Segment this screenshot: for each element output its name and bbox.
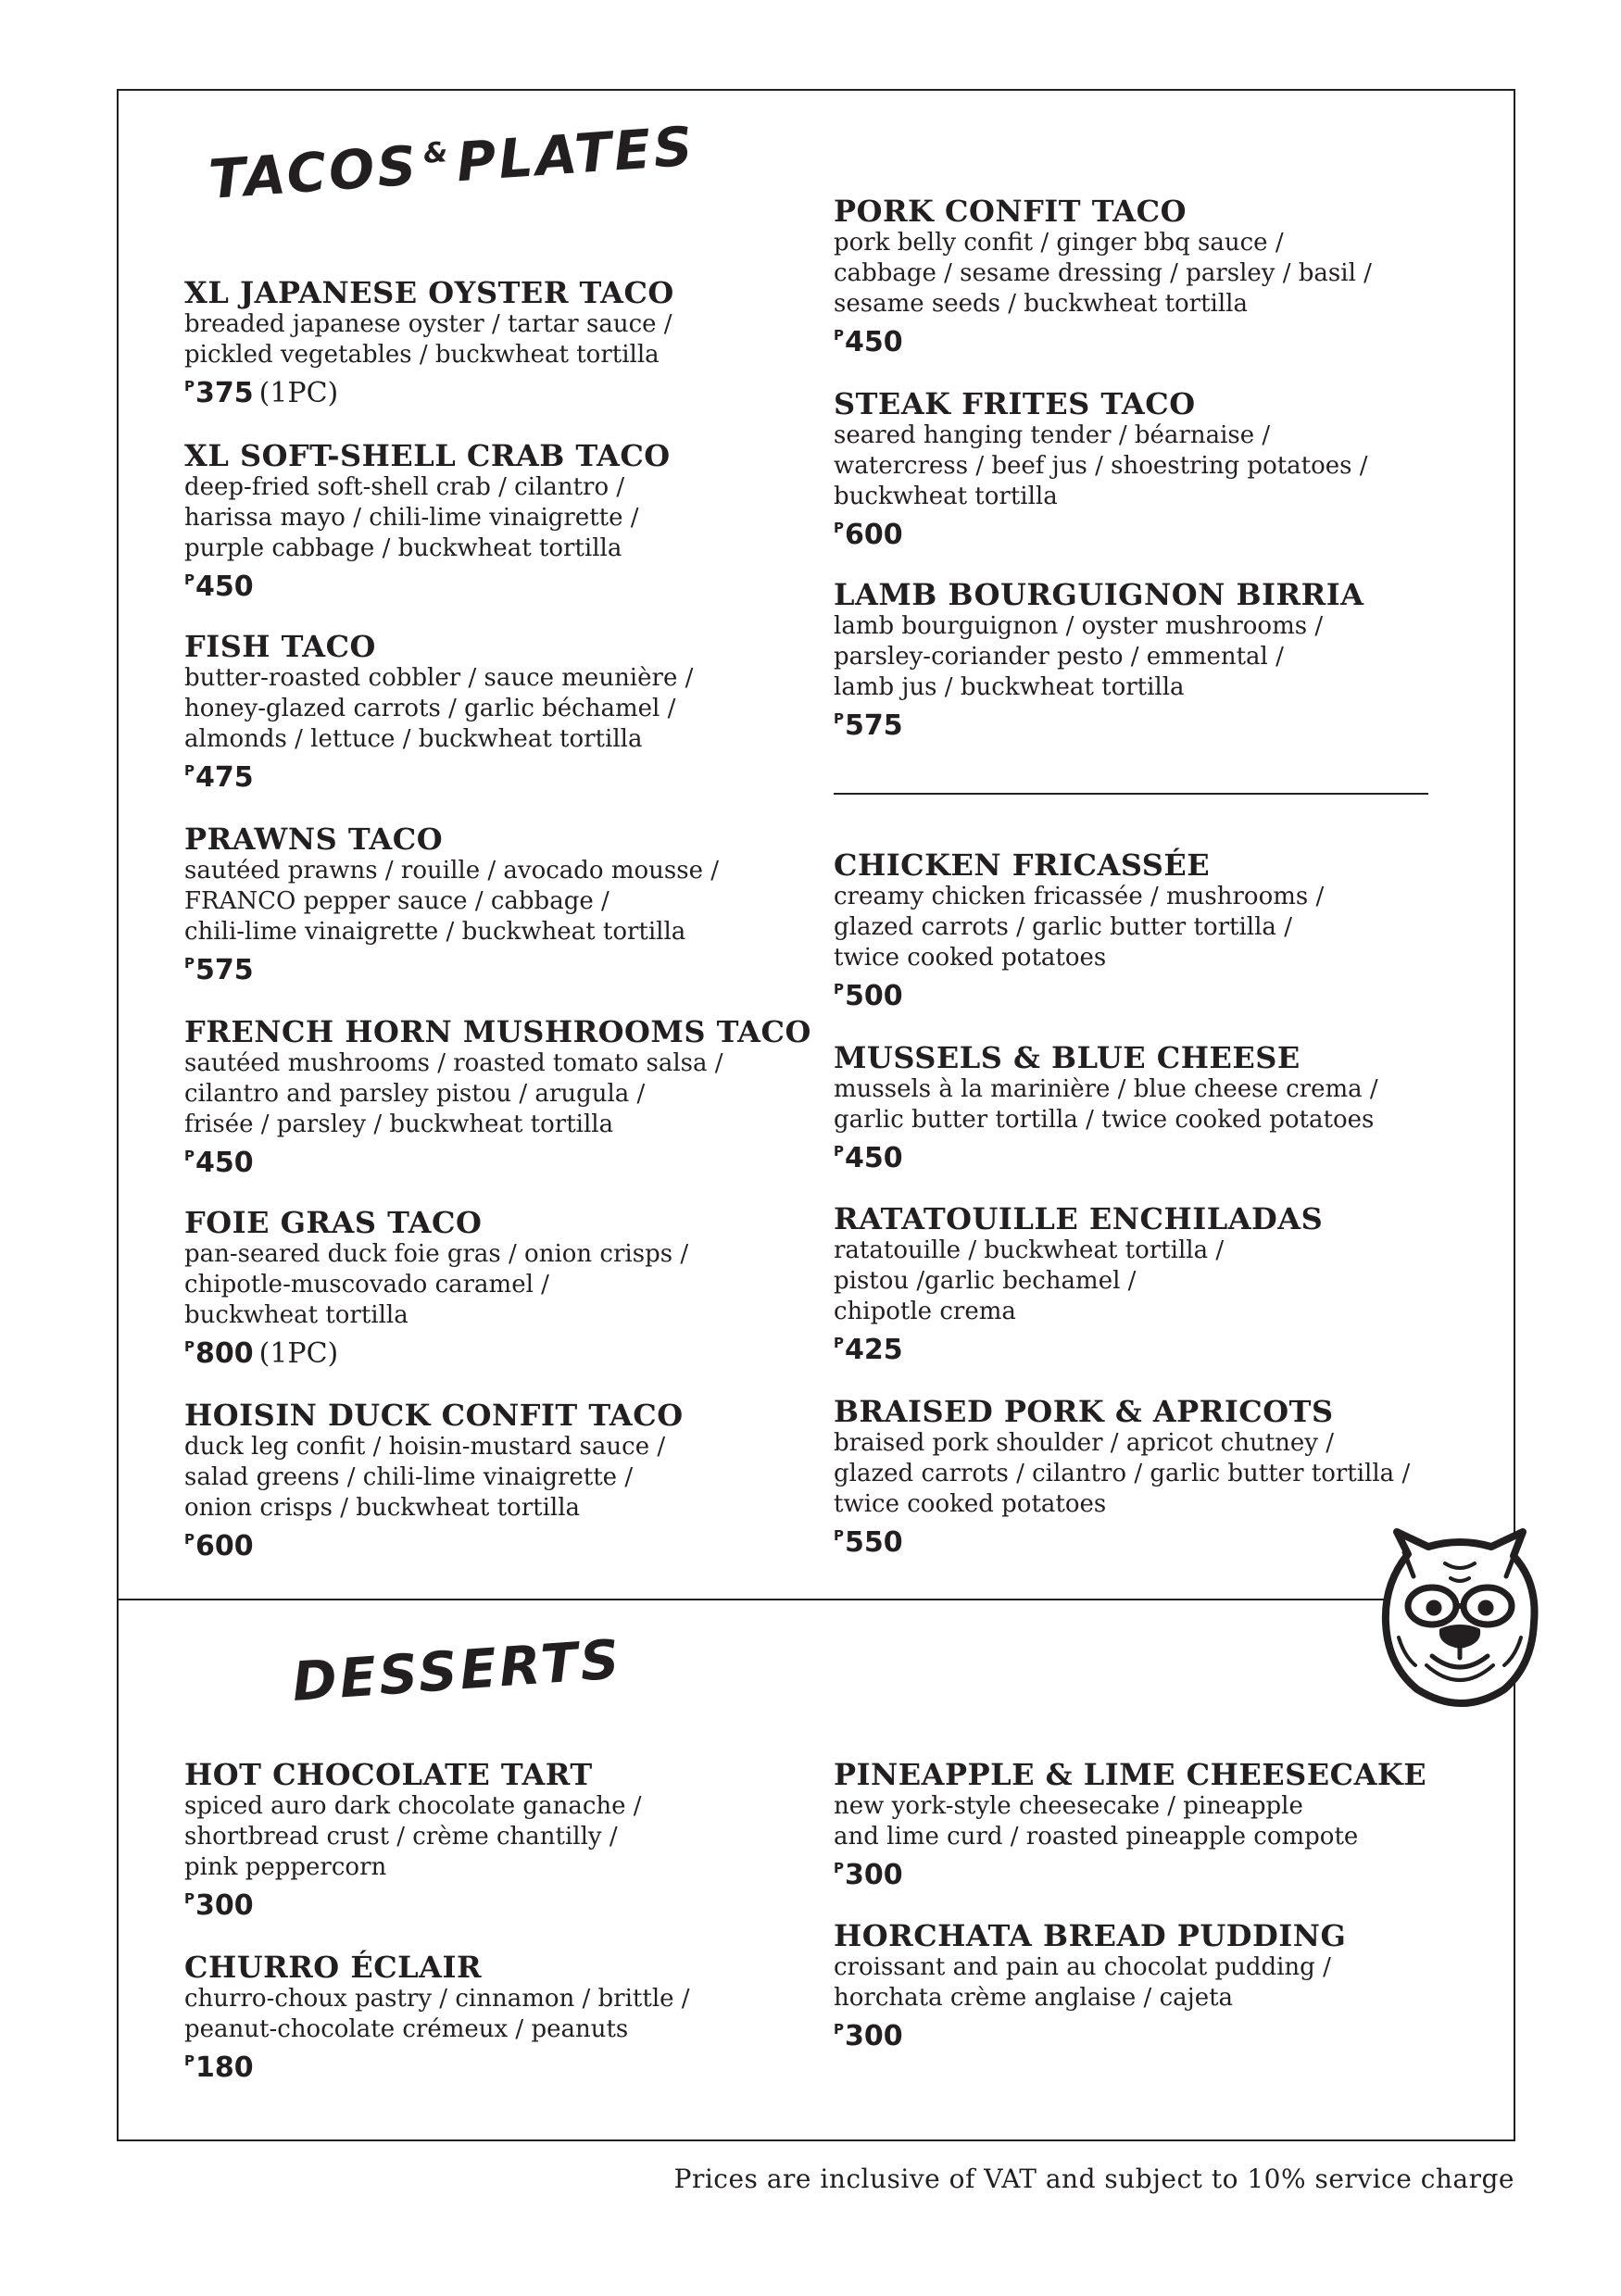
item-name: FRENCH HORN MUSHROOMS TACO [184, 1014, 811, 1049]
item-name: MUSSELS & BLUE CHEESE [834, 1040, 1301, 1075]
item-price [834, 512, 1482, 551]
item-description: sautéed prawns / rouille / avocado mousse / FRANCO pepper sauce / cabbage / chili-lime vinaigrette / buckwheat tortilla [184, 857, 719, 946]
peso-sign: P [834, 520, 844, 536]
item-name: XL SOFT-SHELL CRAB TACO [184, 438, 671, 473]
item-name: FOIE GRAS TACO [184, 1205, 483, 1240]
peso-sign: P [834, 327, 844, 344]
price-value: 550 [845, 1526, 903, 1559]
vat-footnote: Prices are inclusive of VAT and subject to 10% service charge [673, 2164, 1514, 2194]
price-value: 300 [845, 2020, 903, 2052]
peso-sign: P [184, 762, 195, 779]
item-name: LAMB BOURGUIGNON BIRRIA [834, 577, 1364, 612]
menu-item [834, 1041, 1482, 1174]
item-name: CHURRO ÉCLAIR [184, 1950, 483, 1985]
item-description: new york-style cheesecake / pineapple and lime curd / roasted pineapple compote [834, 1792, 1359, 1851]
item-description: butter-roasted cobbler / sauce meunière / honey-glazed carrots / garlic béchamel / almonds / lettuce / buckwheat tortilla [184, 664, 694, 753]
price-value: 800 [195, 1337, 254, 1370]
item-name: HOT CHOCOLATE TART [184, 1757, 593, 1792]
item-description: sautéed mushrooms / roasted tomato salsa / cilantro and parsley pistou / arugula / frisée / parsley / buckwheat tortilla [184, 1049, 723, 1138]
title-word-desserts: DESSERTS [290, 1627, 624, 1713]
menu-item [184, 822, 796, 986]
price-value: 575 [845, 709, 903, 742]
item-name: XL JAPANESE OYSTER TACO [184, 275, 674, 310]
item-price [184, 1140, 796, 1179]
peso-sign: P [184, 1148, 195, 1164]
item-price [834, 703, 1482, 742]
item-description: lamb bourguignon / oyster mushrooms / parsley-coriander pesto / emmental / lamb jus / buckwheat tortilla [834, 612, 1324, 701]
menu-item [184, 439, 796, 603]
item-price [834, 973, 1482, 1012]
price-value: 375 [195, 377, 254, 409]
item-price [184, 755, 796, 794]
item-price [834, 1327, 1482, 1366]
item-price [184, 1331, 796, 1370]
menu-item [834, 387, 1482, 551]
item-price [834, 320, 1482, 358]
item-description: spiced auro dark chocolate ganache / shortbread crust / crème chantilly / pink peppercorn [184, 1792, 642, 1881]
item-description: pork belly confit / ginger bbq sauce / cabbage / sesame dressing / parsley / basil / sesame seeds / buckwheat tortilla [834, 229, 1372, 318]
price-value: 450 [845, 1142, 903, 1174]
peso-sign: P [184, 2052, 195, 2069]
price-qty: (1PC) [258, 1337, 339, 1370]
price-qty: (1PC) [258, 377, 339, 409]
peso-sign: P [834, 981, 844, 997]
peso-sign: P [834, 2021, 844, 2038]
menu-item [184, 630, 796, 794]
menu-item [834, 848, 1482, 1012]
peso-sign: P [834, 710, 844, 727]
item-name: PINEAPPLE & LIME CHEESECAKE [834, 1757, 1427, 1792]
item-price [184, 1524, 796, 1562]
menu-item [184, 276, 796, 409]
item-price [184, 370, 796, 409]
item-description: braised pork shoulder / apricot chutney / glazed carrots / cilantro / garlic butter tortilla / twice cooked potatoes [834, 1429, 1411, 1518]
item-price [184, 1883, 796, 1922]
item-price [834, 2014, 1482, 2052]
peso-sign: P [834, 1335, 844, 1351]
menu-item [184, 1206, 796, 1370]
title-ampersand: & [421, 135, 452, 170]
item-description: creamy chicken fricassée / mushrooms / glazed carrots / garlic butter tortilla / twice cooked potatoes [834, 883, 1325, 972]
item-name: HORCHATA BREAD PUDDING [834, 1918, 1347, 1953]
price-value: 575 [195, 954, 254, 986]
price-value: 425 [845, 1334, 903, 1366]
peso-sign: P [184, 1890, 195, 1907]
dessert-item [834, 1919, 1482, 2052]
item-description: deep-fried soft-shell crab / cilantro / harissa mayo / chili-lime vinaigrette / purple cabbage / buckwheat tortilla [184, 473, 639, 562]
menu-item [184, 1399, 796, 1562]
peso-sign: P [834, 1860, 844, 1876]
item-name: CHICKEN FRICASSÉE [834, 847, 1211, 883]
price-value: 300 [845, 1859, 903, 1891]
menu-item [834, 194, 1482, 358]
item-name: PORK CONFIT TACO [834, 194, 1187, 229]
bulldog-icon [1376, 1526, 1543, 1710]
item-description: ratatouille / buckwheat tortilla / pistou /garlic bechamel / chipotle crema [834, 1236, 1225, 1325]
dessert-item [184, 1951, 796, 2084]
mains-divider [834, 793, 1428, 795]
peso-sign: P [184, 378, 195, 395]
item-name: RATATOUILLE ENCHILADAS [834, 1201, 1324, 1236]
item-price [184, 947, 796, 986]
section-divider [117, 1599, 1384, 1600]
title-word-plates: PLATES [454, 114, 697, 194]
item-price [834, 1852, 1482, 1891]
item-description: pan-seared duck foie gras / onion crisps / chipotle-muscovado caramel / buckwheat tortilla [184, 1240, 689, 1329]
peso-sign: P [834, 1143, 844, 1160]
item-description: croissant and pain au chocolat pudding / horchata crème anglaise / cajeta [834, 1953, 1331, 2012]
price-value: 475 [195, 761, 254, 794]
peso-sign: P [184, 1531, 195, 1548]
price-value: 300 [195, 1889, 254, 1922]
item-name: BRAISED PORK & APRICOTS [834, 1394, 1334, 1429]
item-name: FISH TACO [184, 629, 376, 664]
title-word-tacos: TACOS [207, 133, 421, 211]
item-description: mussels à la marinière / blue cheese crema / garlic butter tortilla / twice cooked potatoes [834, 1075, 1378, 1134]
item-price [184, 2045, 796, 2084]
price-value: 450 [195, 1147, 254, 1179]
price-value: 450 [195, 571, 254, 603]
price-value: 500 [845, 980, 903, 1012]
item-price [834, 1135, 1482, 1174]
dessert-item [834, 1758, 1482, 1891]
peso-sign: P [184, 955, 195, 972]
price-value: 600 [195, 1530, 254, 1562]
item-description: duck leg confit / hoisin-mustard sauce / salad greens / chili-lime vinaigrette / onion crisps / buckwheat tortilla [184, 1433, 666, 1522]
item-description: seared hanging tender / béarnaise / watercress / beef jus / shoestring potatoes / buckwheat tortilla [834, 421, 1368, 510]
menu-item [834, 578, 1482, 742]
price-value: 450 [845, 326, 903, 358]
item-description: churro-choux pastry / cinnamon / brittle / peanut-chocolate crémeux / peanuts [184, 1985, 690, 2043]
item-description: breaded japanese oyster / tartar sauce / pickled vegetables / buckwheat tortilla [184, 310, 672, 369]
peso-sign: P [184, 571, 195, 588]
item-name: STEAK FRITES TACO [834, 386, 1196, 421]
item-name: HOISIN DUCK CONFIT TACO [184, 1398, 684, 1433]
menu-item [834, 1202, 1482, 1366]
peso-sign: P [834, 1527, 844, 1544]
item-name: PRAWNS TACO [184, 822, 444, 857]
peso-sign: P [184, 1338, 195, 1355]
dessert-item [184, 1758, 796, 1922]
menu-item [184, 1014, 811, 1179]
item-price [184, 564, 796, 603]
price-value: 180 [195, 2051, 254, 2084]
price-value: 600 [845, 519, 903, 551]
